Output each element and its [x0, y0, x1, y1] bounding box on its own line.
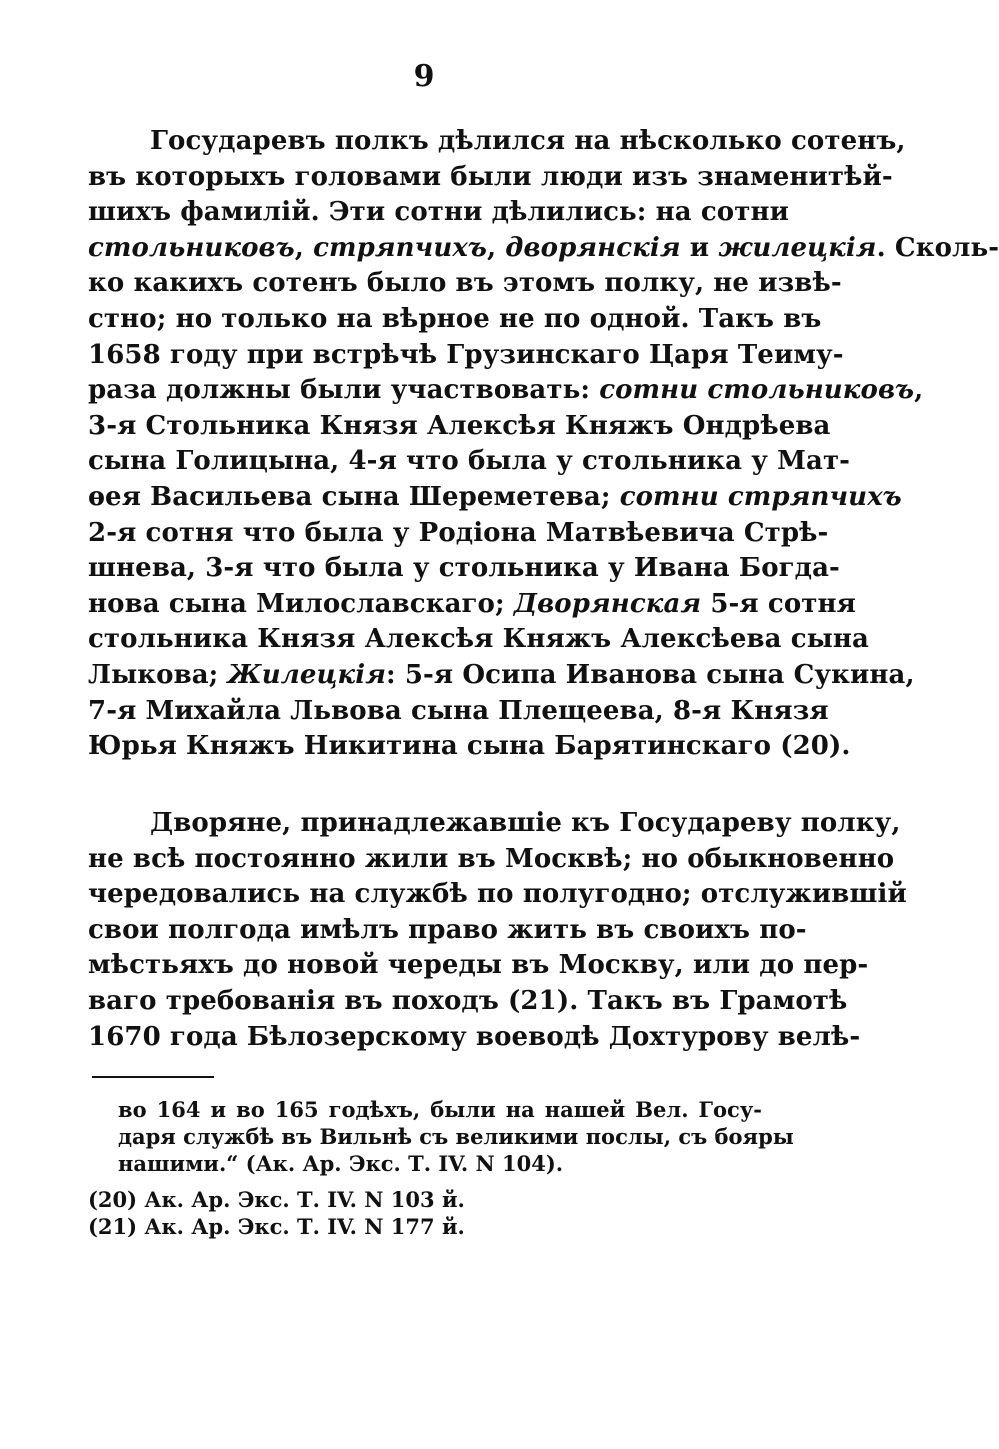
- text-line: мѣстьяхъ до новой череды въ Москву, или до пер-: [88, 950, 869, 981]
- text-line: Государевъ полкъ дѣлился на нѣсколько сотенъ,: [150, 126, 906, 156]
- text-line: свои полгода имѣлъ право жить въ своихъ по-: [88, 914, 807, 945]
- footnote-line: во 164 и во 165 годѣхъ, были на нашей Вел. Госу-: [118, 1097, 762, 1122]
- text-line: въ которыхъ головами были люди изъ знаменитѣй-: [88, 161, 893, 192]
- text-line: ко какихъ сотенъ было въ этомъ полку, не извѣ-: [88, 268, 842, 299]
- text-line: 1670 года Бѣлозерскому воеводѣ Дохтурову велѣ-: [88, 1021, 861, 1052]
- text-line-with-italics: раза должны были участвовать: сотни стольниковъ,: [88, 375, 924, 406]
- footnote-line: (20) Ак. Ар. Экс. Т. IV. N 103 й.: [88, 1187, 465, 1212]
- text-line: Дворяне, принадлежавшіе къ Государеву полку,: [150, 808, 901, 838]
- text-line: 3-я Стольника Князя Алексѣя Княжъ Ондрѣева: [88, 410, 831, 441]
- italic-term: Жилецкія: [227, 659, 386, 690]
- footnote-20: [88, 1186, 762, 1213]
- text-line: 1658 году при встрѣчѣ Грузинскаго Царя Теиму-: [88, 339, 844, 370]
- text-line: не всѣ постоянно жили въ Москвѣ; но обыкновенно: [88, 843, 895, 874]
- italic-term: дворянскія: [505, 232, 681, 263]
- text-line: 2-я сотня что была у Родіона Матвѣевича Стрѣ-: [88, 517, 829, 548]
- text-line: ваго требованія въ походъ (21). Такъ въ Грамотѣ: [88, 985, 848, 1016]
- text-line-with-italics: нова сына Милославскаго; Дворянская 5-я сотня: [88, 588, 856, 619]
- text-line: 7-я Михайла Львова сына Плещеева, 8-я Князя: [88, 695, 829, 726]
- italic-term: сотни стряпчихъ: [619, 481, 902, 512]
- text-line: стно; но только на вѣрное не по одной. Такъ въ: [88, 303, 822, 334]
- footnote-21: [88, 1213, 762, 1240]
- text-line: шихъ фамилій. Эти сотни дѣлились: на сотни: [88, 197, 789, 228]
- footnote-line: нашими.“ (Ак. Ар. Экс. Т. IV. N 104).: [118, 1151, 564, 1176]
- italic-term: сотни стольниковъ: [599, 375, 915, 406]
- text-line-with-italics: Лыкова; Жилецкія: 5-я Осипа Иванова сына Сукина,: [88, 659, 915, 690]
- footnote-line: (21) Ак. Ар. Экс. Т. IV. N 177 й.: [88, 1214, 465, 1239]
- italic-term: стольниковъ: [88, 232, 295, 263]
- text-line: чередовались на службѣ по полугодно; отслужившій: [88, 879, 907, 910]
- paragraph-2: [88, 806, 907, 1055]
- text-line-with-italics: ѳея Васильева сына Шереметева; сотни стряпчихъ: [88, 481, 902, 512]
- text-line: шнева, 3-я что была у стольника у Ивана Богда-: [88, 553, 840, 584]
- text-line: сына Голицына, 4-я что была у стольника у Мат-: [88, 446, 851, 477]
- italic-term: жилецкія: [718, 232, 877, 263]
- footnote-separator: [92, 1076, 214, 1078]
- italic-term: Дворянская: [513, 588, 702, 619]
- italic-term: стряпчихъ: [313, 232, 487, 263]
- footnote-continuation: [88, 1096, 794, 1177]
- paragraph-1: [88, 124, 999, 765]
- text-line: стольника Князя Алексѣя Княжъ Алексѣева сына: [88, 624, 869, 655]
- footnote-line: даря службѣ въ Вильнѣ съ великими послы, съ бояры: [118, 1124, 794, 1149]
- page-number: 9: [413, 59, 435, 94]
- text-line-with-italics: стольниковъ, стряпчихъ, дворянскія и жилецкія. Сколь-: [88, 232, 999, 263]
- text-line: Юрья Княжъ Никитина сына Барятинскаго (20).: [88, 731, 851, 762]
